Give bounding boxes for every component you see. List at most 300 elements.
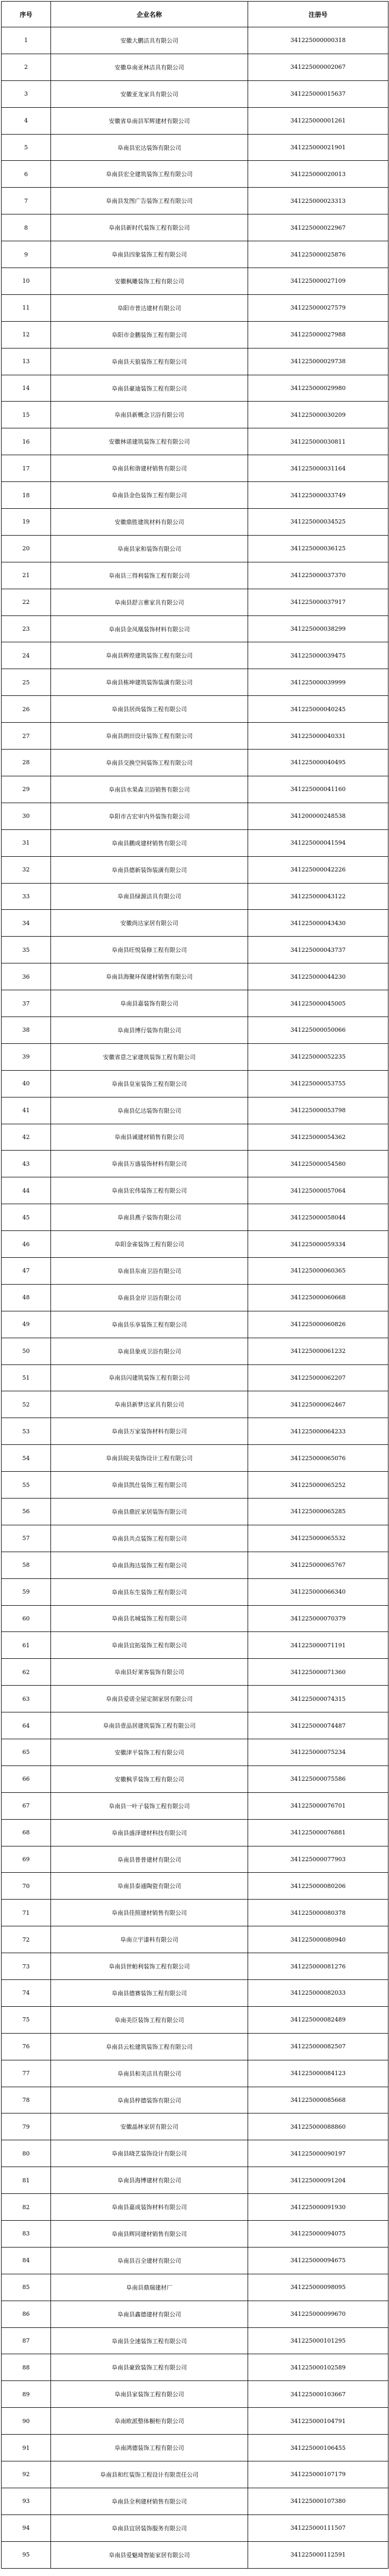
- table-row: [2, 2140, 388, 2167]
- cell-serial-number: 37: [2, 990, 51, 1017]
- cell-company-name: 安徽阜南亚林洁具有限公司: [51, 54, 248, 80]
- cell-company-name: 阜阳市古宏审内外装饰有限公司: [51, 803, 248, 829]
- cell-company-name: 阜阳市普达建材有限公司: [51, 294, 248, 321]
- table-row: [2, 482, 388, 509]
- cell-serial-number: 59: [2, 1578, 51, 1605]
- table-row: [2, 1391, 388, 1418]
- cell-company-name: 阜南县万家装饰材料有限公司: [51, 1418, 248, 1445]
- cell-serial-number: 31: [2, 829, 51, 856]
- header-registration-number: 注册号: [248, 2, 388, 27]
- cell-registration-number: 341225000053798: [248, 1097, 388, 1124]
- cell-company-name: 阜南县东南卫浴有限公司: [51, 1257, 248, 1284]
- cell-registration-number: 341225000031164: [248, 455, 388, 482]
- cell-company-name: 阜南县和红装饰工程设计有限责任公司: [51, 2461, 248, 2488]
- cell-serial-number: 44: [2, 1177, 51, 1204]
- table-row: [2, 1231, 388, 1258]
- company-registry-table: [1, 1, 388, 2569]
- cell-serial-number: 42: [2, 1124, 51, 1151]
- cell-serial-number: 20: [2, 535, 51, 562]
- cell-registration-number: 341225000041594: [248, 829, 388, 856]
- cell-registration-number: 341225000034525: [248, 509, 388, 536]
- table-row: [2, 2461, 388, 2488]
- cell-registration-number: 341225000070379: [248, 1605, 388, 1632]
- table-row: [2, 2408, 388, 2435]
- table-row: [2, 1097, 388, 1124]
- cell-company-name: 阜南县名城装饰工程有限公司: [51, 1605, 248, 1632]
- cell-serial-number: 8: [2, 214, 51, 241]
- cell-company-name: 阜南县三得利装饰工程有限公司: [51, 562, 248, 589]
- cell-company-name: 阜南县皖美装饰设计工程有限公司: [51, 1445, 248, 1472]
- cell-serial-number: 35: [2, 937, 51, 963]
- cell-serial-number: 17: [2, 455, 51, 482]
- cell-company-name: 阜南县辉煌建筑装饰工程有限公司: [51, 642, 248, 669]
- cell-company-name: 阜南县朗田设计装饰工程有限公司: [51, 723, 248, 750]
- cell-company-name: 阜南县舒言雅家具有限公司: [51, 589, 248, 615]
- cell-company-name: 阜南县金色装饰工程有限公司: [51, 482, 248, 509]
- table-row: [2, 723, 388, 750]
- cell-registration-number: 341225000045005: [248, 990, 388, 1017]
- table-row: [2, 54, 388, 80]
- cell-registration-number: 341225000082033: [248, 1980, 388, 2007]
- table-row: [2, 669, 388, 696]
- cell-serial-number: 28: [2, 750, 51, 776]
- cell-serial-number: 34: [2, 910, 51, 937]
- cell-company-name: 阜南县鼎瑞建材厂: [51, 2274, 248, 2301]
- cell-company-name: 阜南县鹏成建材销售有限公司: [51, 829, 248, 856]
- cell-serial-number: 66: [2, 1766, 51, 1792]
- table-row: [2, 321, 388, 348]
- cell-company-name: 阜南县海聚环保建材销售有限公司: [51, 963, 248, 990]
- cell-registration-number: 341225000060826: [248, 1311, 388, 1338]
- cell-serial-number: 13: [2, 348, 51, 375]
- header-company-name: 企业名称: [51, 2, 248, 27]
- cell-registration-number: 341225000042226: [248, 856, 388, 883]
- cell-serial-number: 27: [2, 723, 51, 750]
- table-row: [2, 1712, 388, 1739]
- table-row: [2, 562, 388, 589]
- cell-registration-number: 341225000027988: [248, 321, 388, 348]
- table-row: [2, 1043, 388, 1070]
- cell-serial-number: 90: [2, 2408, 51, 2435]
- table-row: [2, 535, 388, 562]
- cell-serial-number: 12: [2, 321, 51, 348]
- cell-serial-number: 71: [2, 1900, 51, 1926]
- table-row: [2, 1284, 388, 1311]
- cell-registration-number: 341225000102589: [248, 2354, 388, 2381]
- cell-registration-number: 341225000106455: [248, 2435, 388, 2461]
- cell-company-name: 阜南县栋坤建筑装饰装潢有限公司: [51, 669, 248, 696]
- cell-company-name: 安徽晶林家居有限公司: [51, 2113, 248, 2140]
- cell-registration-number: 341225000043430: [248, 910, 388, 937]
- table-row: [2, 1578, 388, 1605]
- table-row: [2, 1659, 388, 1686]
- cell-company-name: 阜南县旺悦装修工程有限公司: [51, 937, 248, 963]
- cell-serial-number: 32: [2, 856, 51, 883]
- cell-registration-number: 341225000039475: [248, 642, 388, 669]
- cell-serial-number: 36: [2, 963, 51, 990]
- cell-company-name: 阜南县亿达装饰有限公司: [51, 1097, 248, 1124]
- cell-company-name: 安徽尚达家居有限公司: [51, 910, 248, 937]
- cell-serial-number: 63: [2, 1686, 51, 1712]
- table-row: [2, 1257, 388, 1284]
- cell-registration-number: 341225000090197: [248, 2140, 388, 2167]
- cell-company-name: 阜南县和谐建材销售有限公司: [51, 455, 248, 482]
- cell-company-name: 安徽大鹏洁具有限公司: [51, 27, 248, 54]
- cell-serial-number: 72: [2, 1926, 51, 1953]
- cell-serial-number: 56: [2, 1498, 51, 1525]
- cell-serial-number: 21: [2, 562, 51, 589]
- table-row: [2, 1418, 388, 1445]
- cell-serial-number: 29: [2, 776, 51, 803]
- table-row: [2, 2301, 388, 2327]
- table-row: [2, 1766, 388, 1792]
- table-row: [2, 589, 388, 615]
- cell-serial-number: 1: [2, 27, 51, 54]
- table-row: [2, 1552, 388, 1578]
- table-row: [2, 214, 388, 241]
- cell-registration-number: 341225000101295: [248, 2327, 388, 2354]
- cell-serial-number: 78: [2, 2087, 51, 2113]
- cell-registration-number: 341225000033749: [248, 482, 388, 509]
- table-row: [2, 1338, 388, 1364]
- cell-company-name: 阜南县一叶子装饰工程有限公司: [51, 1792, 248, 1819]
- cell-company-name: 阜南县绿源洁具有限公司: [51, 883, 248, 910]
- cell-serial-number: 86: [2, 2301, 51, 2327]
- cell-company-name: 阜南县宏伟装饰工程有限公司: [51, 1177, 248, 1204]
- cell-company-name: 阜南县爱诺全屋定制家居有限公司: [51, 1686, 248, 1712]
- table-row: [2, 402, 388, 428]
- cell-company-name: 阜南县宜拓装饰工程有限公司: [51, 1632, 248, 1659]
- cell-registration-number: 341225000043122: [248, 883, 388, 910]
- cell-company-name: 阜南县博行装饰有限公司: [51, 1017, 248, 1043]
- cell-company-name: 阜南县鑫德建材有限公司: [51, 2301, 248, 2327]
- cell-company-name: 阜南县家和装饰有限公司: [51, 535, 248, 562]
- cell-registration-number: 341225000061232: [248, 1338, 388, 1364]
- cell-serial-number: 55: [2, 1472, 51, 1499]
- cell-registration-number: 341225000062207: [248, 1364, 388, 1391]
- table-row: [2, 1017, 388, 1043]
- cell-serial-number: 26: [2, 696, 51, 723]
- table-row: [2, 1498, 388, 1525]
- cell-company-name: 阜南县全速装饰工程有限公司: [51, 2327, 248, 2354]
- cell-serial-number: 82: [2, 2194, 51, 2221]
- cell-serial-number: 80: [2, 2140, 51, 2167]
- cell-company-name: 阜南县好莱客装饰有限公司: [51, 1659, 248, 1686]
- cell-serial-number: 22: [2, 589, 51, 615]
- cell-serial-number: 52: [2, 1391, 51, 1418]
- cell-registration-number: 341225000104791: [248, 2408, 388, 2435]
- table-row: [2, 750, 388, 776]
- table-row: [2, 937, 388, 963]
- cell-serial-number: 53: [2, 1418, 51, 1445]
- cell-registration-number: 341225000091204: [248, 2167, 388, 2194]
- cell-registration-number: 341225000060365: [248, 1257, 388, 1284]
- table-row: [2, 1204, 388, 1231]
- cell-registration-number: 341225000111507: [248, 2515, 388, 2541]
- cell-registration-number: 341225000065285: [248, 1498, 388, 1525]
- cell-company-name: 阜南县乐享装饰工程有限公司: [51, 1311, 248, 1338]
- cell-registration-number: 341225000041160: [248, 776, 388, 803]
- cell-serial-number: 62: [2, 1659, 51, 1686]
- cell-serial-number: 85: [2, 2274, 51, 2301]
- cell-serial-number: 60: [2, 1605, 51, 1632]
- cell-serial-number: 45: [2, 1204, 51, 1231]
- cell-registration-number: 341225000075234: [248, 1739, 388, 1766]
- cell-serial-number: 41: [2, 1097, 51, 1124]
- cell-registration-number: 341225000025876: [248, 241, 388, 268]
- cell-company-name: 阜南县闪建筑装饰工程有限公司: [51, 1364, 248, 1391]
- cell-serial-number: 88: [2, 2354, 51, 2381]
- table-row: [2, 1632, 388, 1659]
- cell-company-name: 阜南县新概念卫浴有限公司: [51, 402, 248, 428]
- table-row: [2, 2167, 388, 2194]
- cell-registration-number: 341225000040245: [248, 696, 388, 723]
- cell-registration-number: 341225000060668: [248, 1284, 388, 1311]
- table-row: [2, 2354, 388, 2381]
- cell-serial-number: 64: [2, 1712, 51, 1739]
- table-row: [2, 107, 388, 134]
- table-row: [2, 1873, 388, 1900]
- cell-registration-number: 341225000037370: [248, 562, 388, 589]
- cell-registration-number: 341225000064233: [248, 1418, 388, 1445]
- cell-serial-number: 49: [2, 1311, 51, 1338]
- cell-company-name: 阜南县世帕利装饰工程有限公司: [51, 1953, 248, 1980]
- cell-company-name: 阜南县水果森卫浴销售有限公司: [51, 776, 248, 803]
- cell-serial-number: 46: [2, 1231, 51, 1258]
- table-row: [2, 1900, 388, 1926]
- cell-serial-number: 25: [2, 669, 51, 696]
- table-row: [2, 696, 388, 723]
- cell-registration-number: 341225000040331: [248, 723, 388, 750]
- cell-serial-number: 65: [2, 1739, 51, 1766]
- cell-registration-number: 341225000029738: [248, 348, 388, 375]
- cell-company-name: 阜阳市金鹏装饰工程有限公司: [51, 321, 248, 348]
- table-row: [2, 1151, 388, 1177]
- cell-serial-number: 77: [2, 2060, 51, 2087]
- cell-serial-number: 83: [2, 2221, 51, 2247]
- cell-company-name: 阜阳金雀装饰工程有限公司: [51, 1231, 248, 1258]
- cell-company-name: 阜南县交换空间装饰工程有限公司: [51, 750, 248, 776]
- cell-serial-number: 74: [2, 1980, 51, 2007]
- cell-company-name: 阜南县四象装饰工程有限公司: [51, 241, 248, 268]
- cell-serial-number: 50: [2, 1338, 51, 1364]
- table-row: [2, 375, 388, 402]
- cell-company-name: 阜南县盛泽建材科技有限公司: [51, 1819, 248, 1846]
- cell-registration-number: 341225000107179: [248, 2461, 388, 2488]
- cell-company-name: 阜南县爱魅琦智能家居有限公司: [51, 2541, 248, 2568]
- table-row: [2, 803, 388, 829]
- table-row: [2, 2087, 388, 2113]
- table-row: [2, 2488, 388, 2515]
- cell-serial-number: 19: [2, 509, 51, 536]
- table-row: [2, 268, 388, 295]
- cell-company-name: 阜南县豪迪装饰工程有限公司: [51, 375, 248, 402]
- table-row: [2, 2515, 388, 2541]
- cell-registration-number: 341225000039999: [248, 669, 388, 696]
- table-row: [2, 1739, 388, 1766]
- cell-registration-number: 341225000107380: [248, 2488, 388, 2515]
- cell-serial-number: 94: [2, 2515, 51, 2541]
- cell-serial-number: 47: [2, 1257, 51, 1284]
- cell-company-name: 安徽津平装饰工程有限公司: [51, 1739, 248, 1766]
- cell-registration-number: 341225000094675: [248, 2247, 388, 2274]
- cell-registration-number: 341225000054580: [248, 1151, 388, 1177]
- cell-company-name: 阜南县共点装饰工程有限公司: [51, 1525, 248, 1552]
- cell-company-name: 阜南县宏全建筑装饰工程有限公司: [51, 161, 248, 188]
- cell-company-name: 阜南县凯仕装饰工程有限公司: [51, 1472, 248, 1499]
- cell-registration-number: 341225000081276: [248, 1953, 388, 1980]
- cell-company-name: 阜南欧派整体橱柜有限公司: [51, 2408, 248, 2435]
- cell-registration-number: 341225000044230: [248, 963, 388, 990]
- table-row: [2, 2327, 388, 2354]
- cell-serial-number: 95: [2, 2541, 51, 2568]
- cell-registration-number: 341225000065767: [248, 1552, 388, 1578]
- cell-company-name: 阜南县宏达装饰有限公司: [51, 134, 248, 161]
- cell-serial-number: 15: [2, 402, 51, 428]
- cell-serial-number: 84: [2, 2247, 51, 2274]
- cell-registration-number: 341225000065076: [248, 1445, 388, 1472]
- cell-registration-number: 341225000036125: [248, 535, 388, 562]
- table-row: [2, 642, 388, 669]
- cell-serial-number: 92: [2, 2461, 51, 2488]
- table-row: [2, 2060, 388, 2087]
- cell-serial-number: 91: [2, 2435, 51, 2461]
- cell-serial-number: 48: [2, 1284, 51, 1311]
- cell-serial-number: 4: [2, 107, 51, 134]
- cell-registration-number: 341225000080940: [248, 1926, 388, 1953]
- cell-registration-number: 341225000020013: [248, 161, 388, 188]
- table-row: [2, 2541, 388, 2568]
- cell-registration-number: 341225000094075: [248, 2221, 388, 2247]
- cell-company-name: 阜南县宜居装饰服务有限公司: [51, 2515, 248, 2541]
- cell-serial-number: 11: [2, 294, 51, 321]
- table-row: [2, 829, 388, 856]
- cell-company-name: 阜南县诚建材销售有限公司: [51, 1124, 248, 1151]
- cell-registration-number: 341225000030209: [248, 402, 388, 428]
- table-row: [2, 2194, 388, 2221]
- cell-company-name: 阜南县居尚装饰工程有限公司: [51, 696, 248, 723]
- cell-serial-number: 61: [2, 1632, 51, 1659]
- cell-serial-number: 73: [2, 1953, 51, 1980]
- table-header-row: [2, 2, 388, 27]
- cell-serial-number: 51: [2, 1364, 51, 1391]
- table-row: [2, 1525, 388, 1552]
- cell-company-name: 阜南县辉同建材销售有限公司: [51, 2221, 248, 2247]
- cell-registration-number: 341225000080206: [248, 1873, 388, 1900]
- cell-serial-number: 6: [2, 161, 51, 188]
- cell-registration-number: 341225000059334: [248, 1231, 388, 1258]
- cell-company-name: 阜南县鼎匠家居装饰有限公司: [51, 1498, 248, 1525]
- cell-registration-number: 341200000248538: [248, 803, 388, 829]
- table-row: [2, 1686, 388, 1712]
- cell-serial-number: 54: [2, 1445, 51, 1472]
- table-row: [2, 2274, 388, 2301]
- cell-registration-number: 341225000030811: [248, 428, 388, 455]
- cell-registration-number: 341225000098095: [248, 2274, 388, 2301]
- table-row: [2, 2006, 388, 2033]
- cell-company-name: 阜南县百全建材有限公司: [51, 2247, 248, 2274]
- cell-registration-number: 341225000053755: [248, 1070, 388, 1097]
- cell-serial-number: 38: [2, 1017, 51, 1043]
- cell-company-name: 阜南县象成卫浴有限公司: [51, 1338, 248, 1364]
- cell-company-name: 安徽亚龙家具有限公司: [51, 80, 248, 107]
- cell-serial-number: 9: [2, 241, 51, 268]
- cell-company-name: 安徽林诺建筑装饰工程有限公司: [51, 428, 248, 455]
- table-row: [2, 1124, 388, 1151]
- table-row: [2, 856, 388, 883]
- cell-company-name: 阜南县豪致装饰工程有限公司: [51, 2354, 248, 2381]
- cell-registration-number: 341225000001261: [248, 107, 388, 134]
- table-row: [2, 1846, 388, 1873]
- cell-company-name: 阜南县壹品居建筑装饰工程有限公司: [51, 1712, 248, 1739]
- cell-company-name: 阜南县全利建材销售有限公司: [51, 2488, 248, 2515]
- table-row: [2, 1472, 388, 1499]
- cell-serial-number: 16: [2, 428, 51, 455]
- cell-registration-number: 341225000054362: [248, 1124, 388, 1151]
- cell-serial-number: 87: [2, 2327, 51, 2354]
- cell-company-name: 安徽省意之家建筑装饰工程有限公司: [51, 1043, 248, 1070]
- cell-company-name: 阜南县海达装饰工程有限公司: [51, 1552, 248, 1578]
- cell-company-name: 阜南县燕子装饰有限公司: [51, 1204, 248, 1231]
- cell-company-name: 安徽鼎胜建筑材料有限公司: [51, 509, 248, 536]
- cell-registration-number: 341225000099670: [248, 2301, 388, 2327]
- cell-registration-number: 341225000058044: [248, 1204, 388, 1231]
- cell-registration-number: 341225000027579: [248, 294, 388, 321]
- cell-company-name: 阜南县德赛装饰工程有限公司: [51, 1980, 248, 2007]
- cell-registration-number: 341225000015637: [248, 80, 388, 107]
- table-row: [2, 188, 388, 214]
- cell-company-name: 阜南县发图广告装饰工程有限公司: [51, 188, 248, 214]
- cell-serial-number: 40: [2, 1070, 51, 1097]
- cell-registration-number: 341225000085668: [248, 2087, 388, 2113]
- header-serial-number: 序号: [2, 2, 51, 27]
- cell-registration-number: 341225000080378: [248, 1900, 388, 1926]
- cell-serial-number: 67: [2, 1792, 51, 1819]
- table-row: [2, 1953, 388, 1980]
- cell-registration-number: 341225000038299: [248, 615, 388, 642]
- cell-registration-number: 341225000065252: [248, 1472, 388, 1499]
- cell-company-name: 阜南县新时代装饰工程有限公司: [51, 214, 248, 241]
- cell-company-name: 阜南县金岸卫浴有限公司: [51, 1284, 248, 1311]
- cell-serial-number: 68: [2, 1819, 51, 1846]
- cell-registration-number: 341225000076701: [248, 1792, 388, 1819]
- cell-serial-number: 30: [2, 803, 51, 829]
- cell-company-name: 阜南县佳照建材销售有限公司: [51, 1900, 248, 1926]
- cell-company-name: 阜南县海博建材有限公司: [51, 2167, 248, 2194]
- cell-serial-number: 57: [2, 1525, 51, 1552]
- cell-registration-number: 341225000074487: [248, 1712, 388, 1739]
- cell-registration-number: 341225000037917: [248, 589, 388, 615]
- cell-company-name: 阜南县梓德装饰有限公司: [51, 2087, 248, 2113]
- table-row: [2, 615, 388, 642]
- cell-registration-number: 341225000071191: [248, 1632, 388, 1659]
- cell-serial-number: 3: [2, 80, 51, 107]
- cell-registration-number: 341225000057064: [248, 1177, 388, 1204]
- cell-company-name: 阜南县晓艺装饰设计有限公司: [51, 2140, 248, 2167]
- table-row: [2, 963, 388, 990]
- table-row: [2, 2381, 388, 2408]
- cell-company-name: 阜南县家装饰工程有限公司: [51, 2381, 248, 2408]
- cell-serial-number: 39: [2, 1043, 51, 1070]
- cell-serial-number: 76: [2, 2033, 51, 2060]
- table-row: [2, 2221, 388, 2247]
- cell-company-name: 阜南县云松建筑装饰工程有限公司: [51, 2033, 248, 2060]
- cell-company-name: 阜南立宇漆料有限公司: [51, 1926, 248, 1953]
- cell-serial-number: 69: [2, 1846, 51, 1873]
- cell-registration-number: 341225000071360: [248, 1659, 388, 1686]
- cell-registration-number: 341225000000318: [248, 27, 388, 54]
- cell-registration-number: 341225000022967: [248, 214, 388, 241]
